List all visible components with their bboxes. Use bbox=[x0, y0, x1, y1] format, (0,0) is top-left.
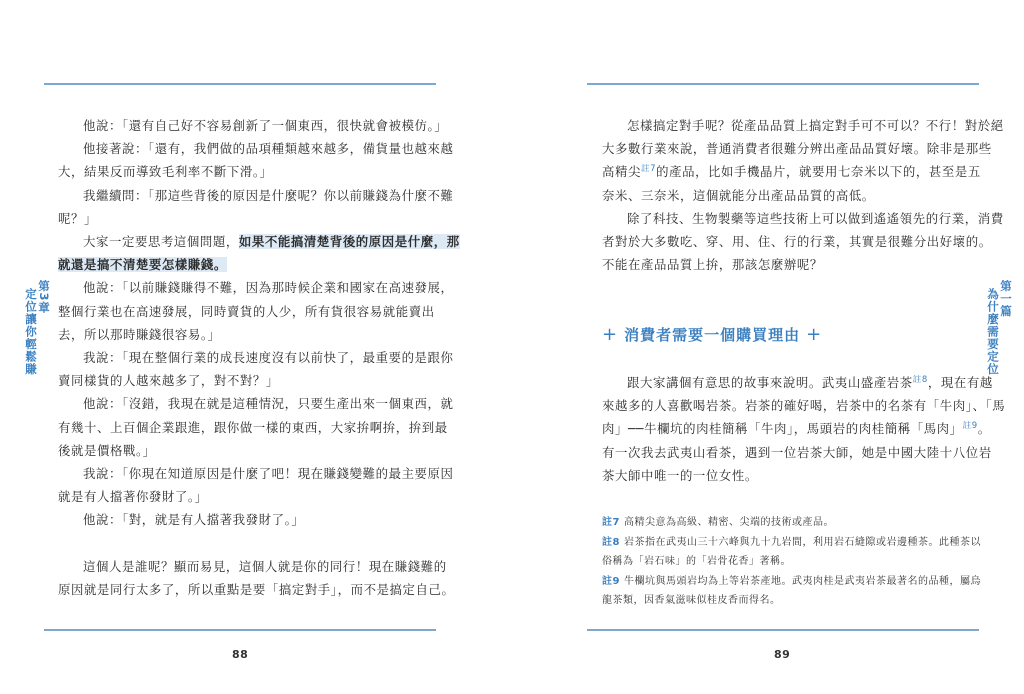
right-para-3-line-3-b: 。 bbox=[977, 421, 991, 437]
right-para-3-line-2: 來越多的人喜歡喝岩茶。岩茶的確好喝，岩茶中的名茶有「牛肉」、「馬 bbox=[602, 398, 1006, 414]
right-para-1-line-4: 奈米、三奈米，這個就能分出產品品質的高低。 bbox=[602, 187, 875, 203]
left-highlight-line-1 bbox=[58, 230, 460, 253]
left-para-7-line-2: 就是有人擋著你發財了。」 bbox=[58, 489, 208, 505]
right-para-2-line-1: 除了科技、生物製藥等這些技術上可以做到遙遙領先的行業，消費 bbox=[627, 210, 1004, 226]
footnote-8 bbox=[602, 533, 981, 553]
left-para-9-line-1: 這個人是誰呢？顯而易見，這個人就是你的同行！現在賺錢難的 bbox=[83, 558, 447, 574]
part-number-label: 第一篇 bbox=[999, 280, 1013, 318]
left-para-9-line-2: 原因就是同行太多了，所以重點是要「搞定對手」，而不是搞定自己。 bbox=[58, 581, 455, 597]
left-top-rule bbox=[44, 83, 436, 85]
left-para-1-line-1: 他說：「還有自己好不容易創新了一個東西，很快就會被模仿。」 bbox=[83, 118, 448, 133]
left-para-6-line-1: 他說：「沒錯，我現在就是這種情況，只要生產出來一個東西，就 bbox=[83, 396, 454, 412]
footnote-label: 註7 bbox=[602, 517, 620, 528]
footnote-7 bbox=[602, 513, 981, 533]
left-para-8-line-1: 他說：「對，就是有人擋著我發財了。」 bbox=[83, 512, 305, 528]
left-para-6-line-2: 有幾十、上百個企業跟進，跟你做一樣的東西，大家拚啊拚，拚到最 bbox=[58, 419, 448, 435]
highlight-bold-text-1: 如果不能搞清楚背後的原因是什麼，那 bbox=[238, 234, 460, 250]
chapter-number-label: 第3章 bbox=[37, 280, 51, 315]
footnote-text: 牛欄坑與馬頭岩均為上等岩茶產地。武夷肉桂是武夷岩茶最著名的品種，屬烏 bbox=[624, 575, 981, 587]
right-para-3-line-1-a: 跟大家講個有意思的故事來說明。武夷山盛產岩茶 bbox=[627, 375, 913, 390]
highlight-bold-text-2: 就還是搞不清楚要怎樣賺錢。 bbox=[58, 257, 227, 273]
left-para-4-line-1: 他說：「以前賺錢賺得不難，因為那時候企業和國家在高速發展， bbox=[83, 280, 454, 296]
left-page-number: 88 bbox=[232, 648, 249, 661]
right-para-2-line-2: 者對於大多數吃、穿、用、住、行的行業，其實是很難分出好壞的。 bbox=[602, 234, 992, 250]
right-top-rule bbox=[587, 83, 979, 85]
section-heading bbox=[602, 324, 822, 345]
right-page-body-top bbox=[602, 114, 1004, 276]
footnote-label: 註9 bbox=[602, 575, 620, 587]
left-para-5-line-2: 賣同樣貨的人越來越多了，對不對？」 bbox=[58, 373, 279, 389]
plus-icon-left: + bbox=[602, 324, 619, 345]
footnote-9 bbox=[602, 572, 981, 592]
footnote-text: 高精尖意為高級、精密、尖端的技術或產品。 bbox=[624, 517, 834, 528]
note-ref-7[interactable]: 註7 bbox=[640, 164, 657, 175]
left-para-5-line-1: 我說：「現在整個行業的成長速度沒有以前快了，最重要的是跟你 bbox=[83, 350, 454, 366]
left-para-2-line-1: 他接著說：「還有，我們做的品項種類越來越多，備貨量也越來越 bbox=[83, 141, 454, 157]
footnotes bbox=[602, 513, 981, 611]
right-para-3-line-3 bbox=[602, 417, 991, 440]
left-chapter-label bbox=[24, 280, 50, 376]
left-para-3-line-2: 呢？」 bbox=[58, 210, 97, 226]
note-ref-8[interactable]: 註8 bbox=[912, 374, 928, 385]
left-para-7-line-1: 我說：「你現在知道原因是什麼了吧！現在賺錢變難的最主要原因 bbox=[83, 466, 454, 482]
left-highlight-line-2 bbox=[58, 253, 430, 276]
right-part-label bbox=[986, 280, 1012, 376]
footnote-text: 岩茶指在武夷山三十六峰與九十九岩間，利用岩石縫隙或岩邊種茶。此種茶以 bbox=[624, 536, 981, 548]
right-para-2-line-3: 不能在產品品質上拚，那該怎麼辦呢？ bbox=[602, 257, 823, 273]
chapter-title-label: 定位讓你輕鬆賺 bbox=[24, 288, 38, 376]
left-para-3-line-1: 我繼續問：「那這些背後的原因是什麼呢？你以前賺錢為什麼不難 bbox=[83, 187, 454, 203]
note-ref-9[interactable]: 註9 bbox=[962, 421, 978, 432]
footnote-8-continued: 俗稱為「岩石味」的「岩骨花香」著稱。 bbox=[602, 556, 791, 567]
right-para-1-line-3-a: 高精尖 bbox=[602, 164, 641, 180]
right-page-body-bottom bbox=[602, 371, 1006, 487]
right-bottom-rule bbox=[587, 629, 979, 631]
left-para-6-line-3: 後就是價格戰。」 bbox=[58, 442, 156, 458]
part-title-label: 為什麼需要定位 bbox=[986, 288, 1000, 376]
right-para-3-line-5: 茶大師中唯一的一位女性。 bbox=[602, 467, 758, 483]
right-para-1-line-3 bbox=[602, 160, 981, 183]
left-para-2-line-2: 大，結果反而導致毛利率不斷下滑。」 bbox=[58, 164, 273, 180]
right-para-3-line-4: 有一次我去武夷山看茶，遇到一位岩茶大師，她是中國大陸十八位岩 bbox=[602, 444, 992, 460]
plus-icon-right: + bbox=[806, 324, 823, 345]
right-para-3-line-1-b: ，現在有越 bbox=[927, 375, 993, 390]
right-para-3-line-1 bbox=[602, 371, 993, 394]
right-para-3-line-3-a: 肉」──牛欄坑的肉桂簡稱「牛肉」，馬頭岩的肉桂簡稱「馬肉」 bbox=[602, 421, 963, 437]
right-para-1-line-1: 怎樣搞定對手呢？從產品品質上搞定對手可不可以？不行！對於絕 bbox=[627, 118, 1004, 133]
highlight-plain-text: 大家一定要思考這個問題， bbox=[83, 234, 239, 250]
left-para-4-line-3: 去，所以那時賺錢很容易。」 bbox=[58, 326, 221, 342]
right-para-1-line-3-b: 的產品，比如手機晶片，就要用七奈米以下的，甚至是五 bbox=[656, 164, 981, 180]
section-heading-text: 消費者需要一個購買理由 bbox=[624, 326, 801, 344]
right-page-number: 89 bbox=[774, 648, 791, 661]
left-para-4-line-2: 整個行業也在高速發展，同時賣貨的人少，所有貨很容易就能賣出 bbox=[58, 303, 435, 319]
footnote-label: 註8 bbox=[602, 536, 620, 548]
footnote-9-continued: 龍茶類，因香氣滋味似桂皮香而得名。 bbox=[602, 595, 781, 606]
right-para-1-line-2: 大多數行業來說，普通消費者很難分辨出產品品質好壞。除非是那些 bbox=[602, 141, 992, 157]
left-bottom-rule bbox=[44, 629, 436, 631]
left-page-body bbox=[58, 114, 460, 601]
